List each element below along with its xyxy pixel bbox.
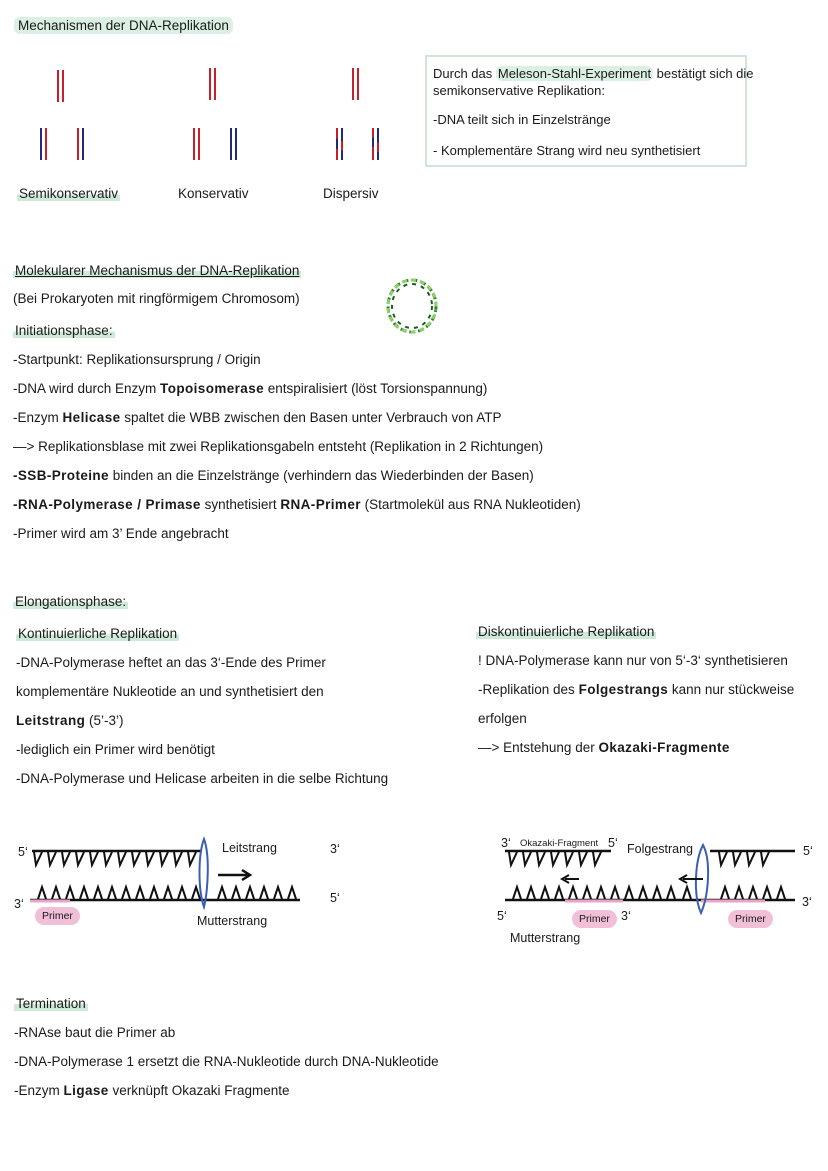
meselson-info-box	[425, 55, 754, 167]
kontinuierlich-line-1: -DNA-Polymerase heftet an das 3‘-Ende des Primer	[16, 655, 326, 670]
left-label-3prime-bottom: 3‘	[14, 897, 24, 911]
initiation-line-3: -Enzym Helicase spaltet die WBB zwischen den Basen unter Verbrauch von ATP	[13, 410, 502, 425]
diskontinuierlich-line-4: —> Entstehung der Okazaki-Fragmente	[478, 740, 730, 755]
diskontinuierlich-line-2: -Replikation des Folgestrangs kann nur stückweise	[478, 682, 795, 697]
phase-initiation: Initiationsphase:	[15, 323, 113, 338]
label-dispersiv: Dispersiv	[323, 186, 379, 201]
right-label-3prime-end: 3‘	[802, 895, 812, 909]
section-title-molekular: Molekularer Mechanismus der DNA-Replikation	[15, 263, 300, 278]
infobox-experiment-highlight: Meleson-Stahl-Experiment	[497, 66, 652, 81]
initiation-line-1: -Startpunkt: Replikationsursprung / Origin	[13, 352, 261, 367]
right-primer-badge-1: Primer	[572, 910, 617, 928]
leitstrang-strands	[30, 835, 330, 910]
termination-line-1: -RNAse baut die Primer ab	[14, 1025, 176, 1040]
kontinuierlich-line-5: -DNA-Polymerase und Helicase arbeiten in die selbe Richtung	[16, 771, 389, 786]
diskontinuierlich-line-1: ! DNA-Polymerase kann nur von 5‘-3‘ synthetisieren	[478, 653, 788, 668]
label-semikonservativ: Semikonservativ	[19, 186, 119, 201]
right-label-okazaki-fragment: Okazaki-Fragment	[520, 838, 599, 849]
kontinuierlich-line-3: Leitstrang (5’-3’)	[16, 713, 124, 728]
section-title-mechanismen: Mechanismen der DNA-Replikation	[14, 17, 233, 34]
phase-elongation: Elongationsphase:	[15, 594, 127, 609]
infobox-text: Durch das	[433, 66, 496, 81]
phase-termination: Termination	[16, 996, 86, 1011]
left-label-mutterstrang: Mutterstrang	[197, 914, 268, 928]
initiation-line-7: -Primer wird am 3’ Ende angebracht	[13, 526, 229, 541]
ring-chromosome-icon	[380, 273, 444, 339]
heading-diskontinuierlich: Diskontinuierliche Replikation	[478, 624, 655, 639]
initiation-line-5: -SSB-Proteine binden an die Einzelstränge (verhindern das Wiederbinden der Basen)	[13, 468, 534, 483]
diskontinuierlich-line-3: erfolgen	[478, 711, 527, 726]
subtitle-prokaryoten: (Bei Prokaryoten mit ringförmigem Chromosom)	[13, 291, 300, 306]
infobox-point: -DNA teilt sich in Einzelstränge	[433, 112, 611, 127]
right-label-3prime-top: 3‘	[501, 836, 511, 850]
infobox-point: - Komplementäre Strang wird neu synthetisiert	[433, 143, 701, 158]
left-label-leitstrang: Leitstrang	[222, 841, 277, 855]
initiation-line-6: -RNA-Polymerase / Primase synthetisiert RNA-Primer (Startmolekül aus RNA Nukleotiden)	[13, 497, 581, 512]
kontinuierlich-line-4: -lediglich ein Primer wird benötigt	[16, 742, 215, 757]
initiation-line-4: —> Replikationsblase mit zwei Replikationsgabeln entsteht (Replikation in 2 Richtungen)	[13, 439, 544, 454]
initiation-line-2: -DNA wird durch Enzym Topoisomerase entspiralisiert (löst Torsionspannung)	[13, 381, 488, 396]
left-label-5prime-bottom: 5‘	[330, 891, 340, 905]
right-label-mutterstrang: Mutterstrang	[510, 931, 581, 945]
left-label-3prime-top: 3‘	[330, 842, 340, 856]
right-label-5prime-end: 5‘	[803, 844, 813, 858]
right-label-5prime-top: 5‘	[608, 836, 618, 850]
infobox-text: bestätigt sich die	[653, 66, 754, 81]
termination-line-2: -DNA-Polymerase 1 ersetzt die RNA-Nukleotide durch DNA-Nukleotide	[14, 1054, 439, 1069]
left-primer-badge: Primer	[35, 907, 80, 925]
termination-line-3: -Enzym Ligase verknüpft Okazaki Fragmente	[14, 1083, 290, 1098]
left-label-5prime: 5‘	[18, 845, 28, 859]
infobox-text: semikonservative Replikation:	[433, 83, 605, 98]
heading-kontinuierlich: Kontinuierliche Replikation	[18, 626, 178, 641]
right-primer-badge-2: Primer	[728, 910, 773, 928]
right-label-folgestrang: Folgestrang	[627, 842, 694, 856]
label-konservativ: Konservativ	[178, 186, 249, 201]
right-label-5prime-bottom: 5‘	[497, 909, 507, 923]
right-label-3prime-bottom: 3‘	[621, 909, 631, 923]
kontinuierlich-line-2: komplementäre Nukleotide an und synthetisiert den	[16, 684, 324, 699]
